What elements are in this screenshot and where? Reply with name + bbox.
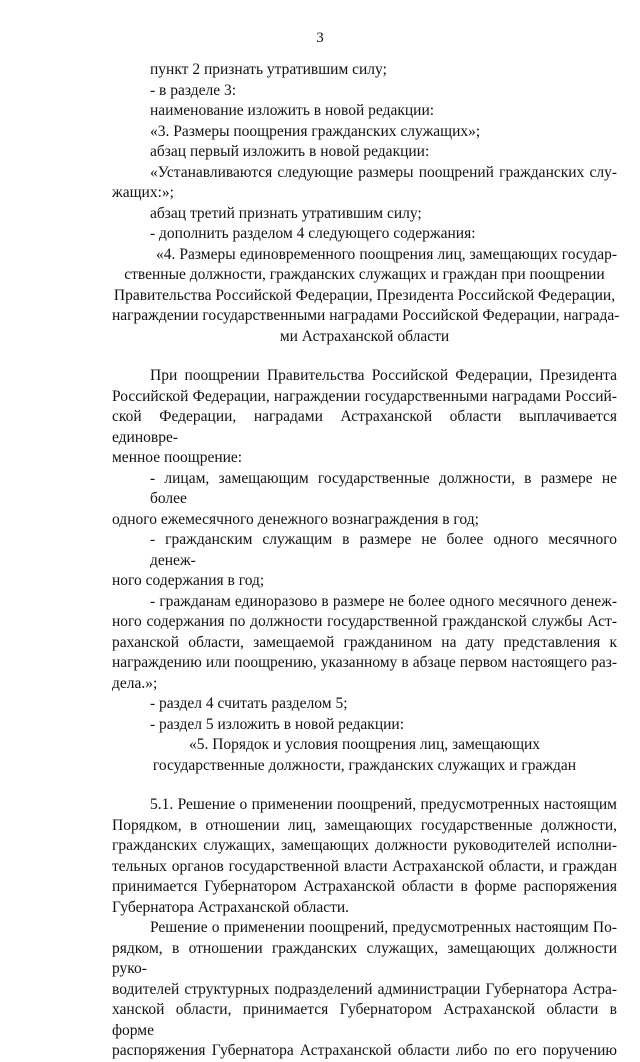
text-line: гражданских служащих, замещающих должности руководителей исполни- <box>112 837 617 854</box>
text-line: Решение о применении поощрений, предусмотренных настоящим По- <box>150 919 617 936</box>
text-line: раханской области, замещаемой гражданином на дату представления к <box>112 633 617 651</box>
text-line: пункт 2 признать утратившим силу; <box>150 61 387 78</box>
text-line: ханской области, принимается Губернатором Астраханской области в форме <box>112 1001 617 1039</box>
text-line: абзац первый изложить в новой редакции: <box>150 143 430 160</box>
text-line: - раздел 4 считать разделом 5; <box>150 695 348 712</box>
text-line: При поощрении Правительства Российской Федерации, Президента <box>150 367 617 384</box>
text-line: Губернатора Астраханской области. <box>112 898 350 916</box>
text-line: государственные должности, гражданских служащих и граждан <box>152 756 577 774</box>
document-body <box>112 60 620 1062</box>
text-line: абзац третий признать утратившим силу; <box>150 204 422 222</box>
text-line: - гражданам единоразово в размере не более одного месячного денеж- <box>150 592 617 610</box>
text-line: ного содержания в год; <box>112 572 265 589</box>
text-line: тельных органов государственной власти Астраханской области, и граждан <box>112 857 617 875</box>
text-line: - лицам, замещающим государственные должности, в размере не более <box>150 469 617 507</box>
blank-line <box>112 347 617 366</box>
text-line: Правительства Российской Федерации, Президента Российской Федерации, <box>113 286 616 304</box>
text-line: ми Астраханской области <box>279 327 450 345</box>
text-line: ного содержания по должности государственной гражданской службы Аст- <box>112 613 617 630</box>
text-line: «4. Размеры единовременного поощрения лиц, замещающих государ- <box>156 245 617 263</box>
text-line: принимается Губернатором Астраханской области в форме распоряжения <box>112 878 617 895</box>
text-line: ственные должности, гражданских служащих и граждан при поощрении <box>124 266 605 283</box>
text-line: - гражданским служащим в размере не более одного месячного денеж- <box>150 531 617 569</box>
text-line: рядком, в отношении гражданских служащих, замещающих должности руко- <box>112 939 617 977</box>
text-line: распоряжения Губернатора Астраханской области либо по его поручению <box>112 1042 617 1059</box>
text-line: награждении государственными наградами Российской Федерации, награда- <box>112 307 620 324</box>
text-line: - дополнить разделом 4 следующего содержания: <box>150 225 476 242</box>
text-line: 5.1. Решение о применении поощрений, предусмотренных настоящим <box>150 796 617 813</box>
text-line: награждению или поощрению, указанному в абзаце первом настоящего раз- <box>112 654 617 671</box>
text-line: «Устанавливаются следующие размеры поощрений гражданских слу- <box>150 163 617 181</box>
text-line: «3. Размеры поощрения гражданских служащих»; <box>150 122 481 140</box>
text-line: одного ежемесячного денежного вознаграждения в год; <box>112 510 479 528</box>
text-line: ской Федерации, наградами Астраханской области выплачивается единовре- <box>112 408 617 446</box>
text-line: менное поощрение: <box>112 449 243 466</box>
page-number: 3 <box>316 30 324 46</box>
text-line: жащих:»; <box>112 184 174 201</box>
text-line: водителей структурных подразделений администрации Губернатора Астра- <box>112 980 617 998</box>
blank-line <box>112 776 617 795</box>
text-line: Порядком, в отношении лиц, замещающих государственные должности, <box>112 816 617 834</box>
text-line: - в разделе 3: <box>150 81 237 99</box>
text-line: «5. Порядок и условия поощрения лиц, замещающих <box>188 736 541 753</box>
text-line: - раздел 5 изложить в новой редакции: <box>150 715 405 733</box>
text-line: Российской Федерации, награждении государственными наградами Россий- <box>112 387 617 405</box>
text-line: наименование изложить в новой редакции: <box>150 102 435 119</box>
text-line: дела.»; <box>112 674 158 692</box>
